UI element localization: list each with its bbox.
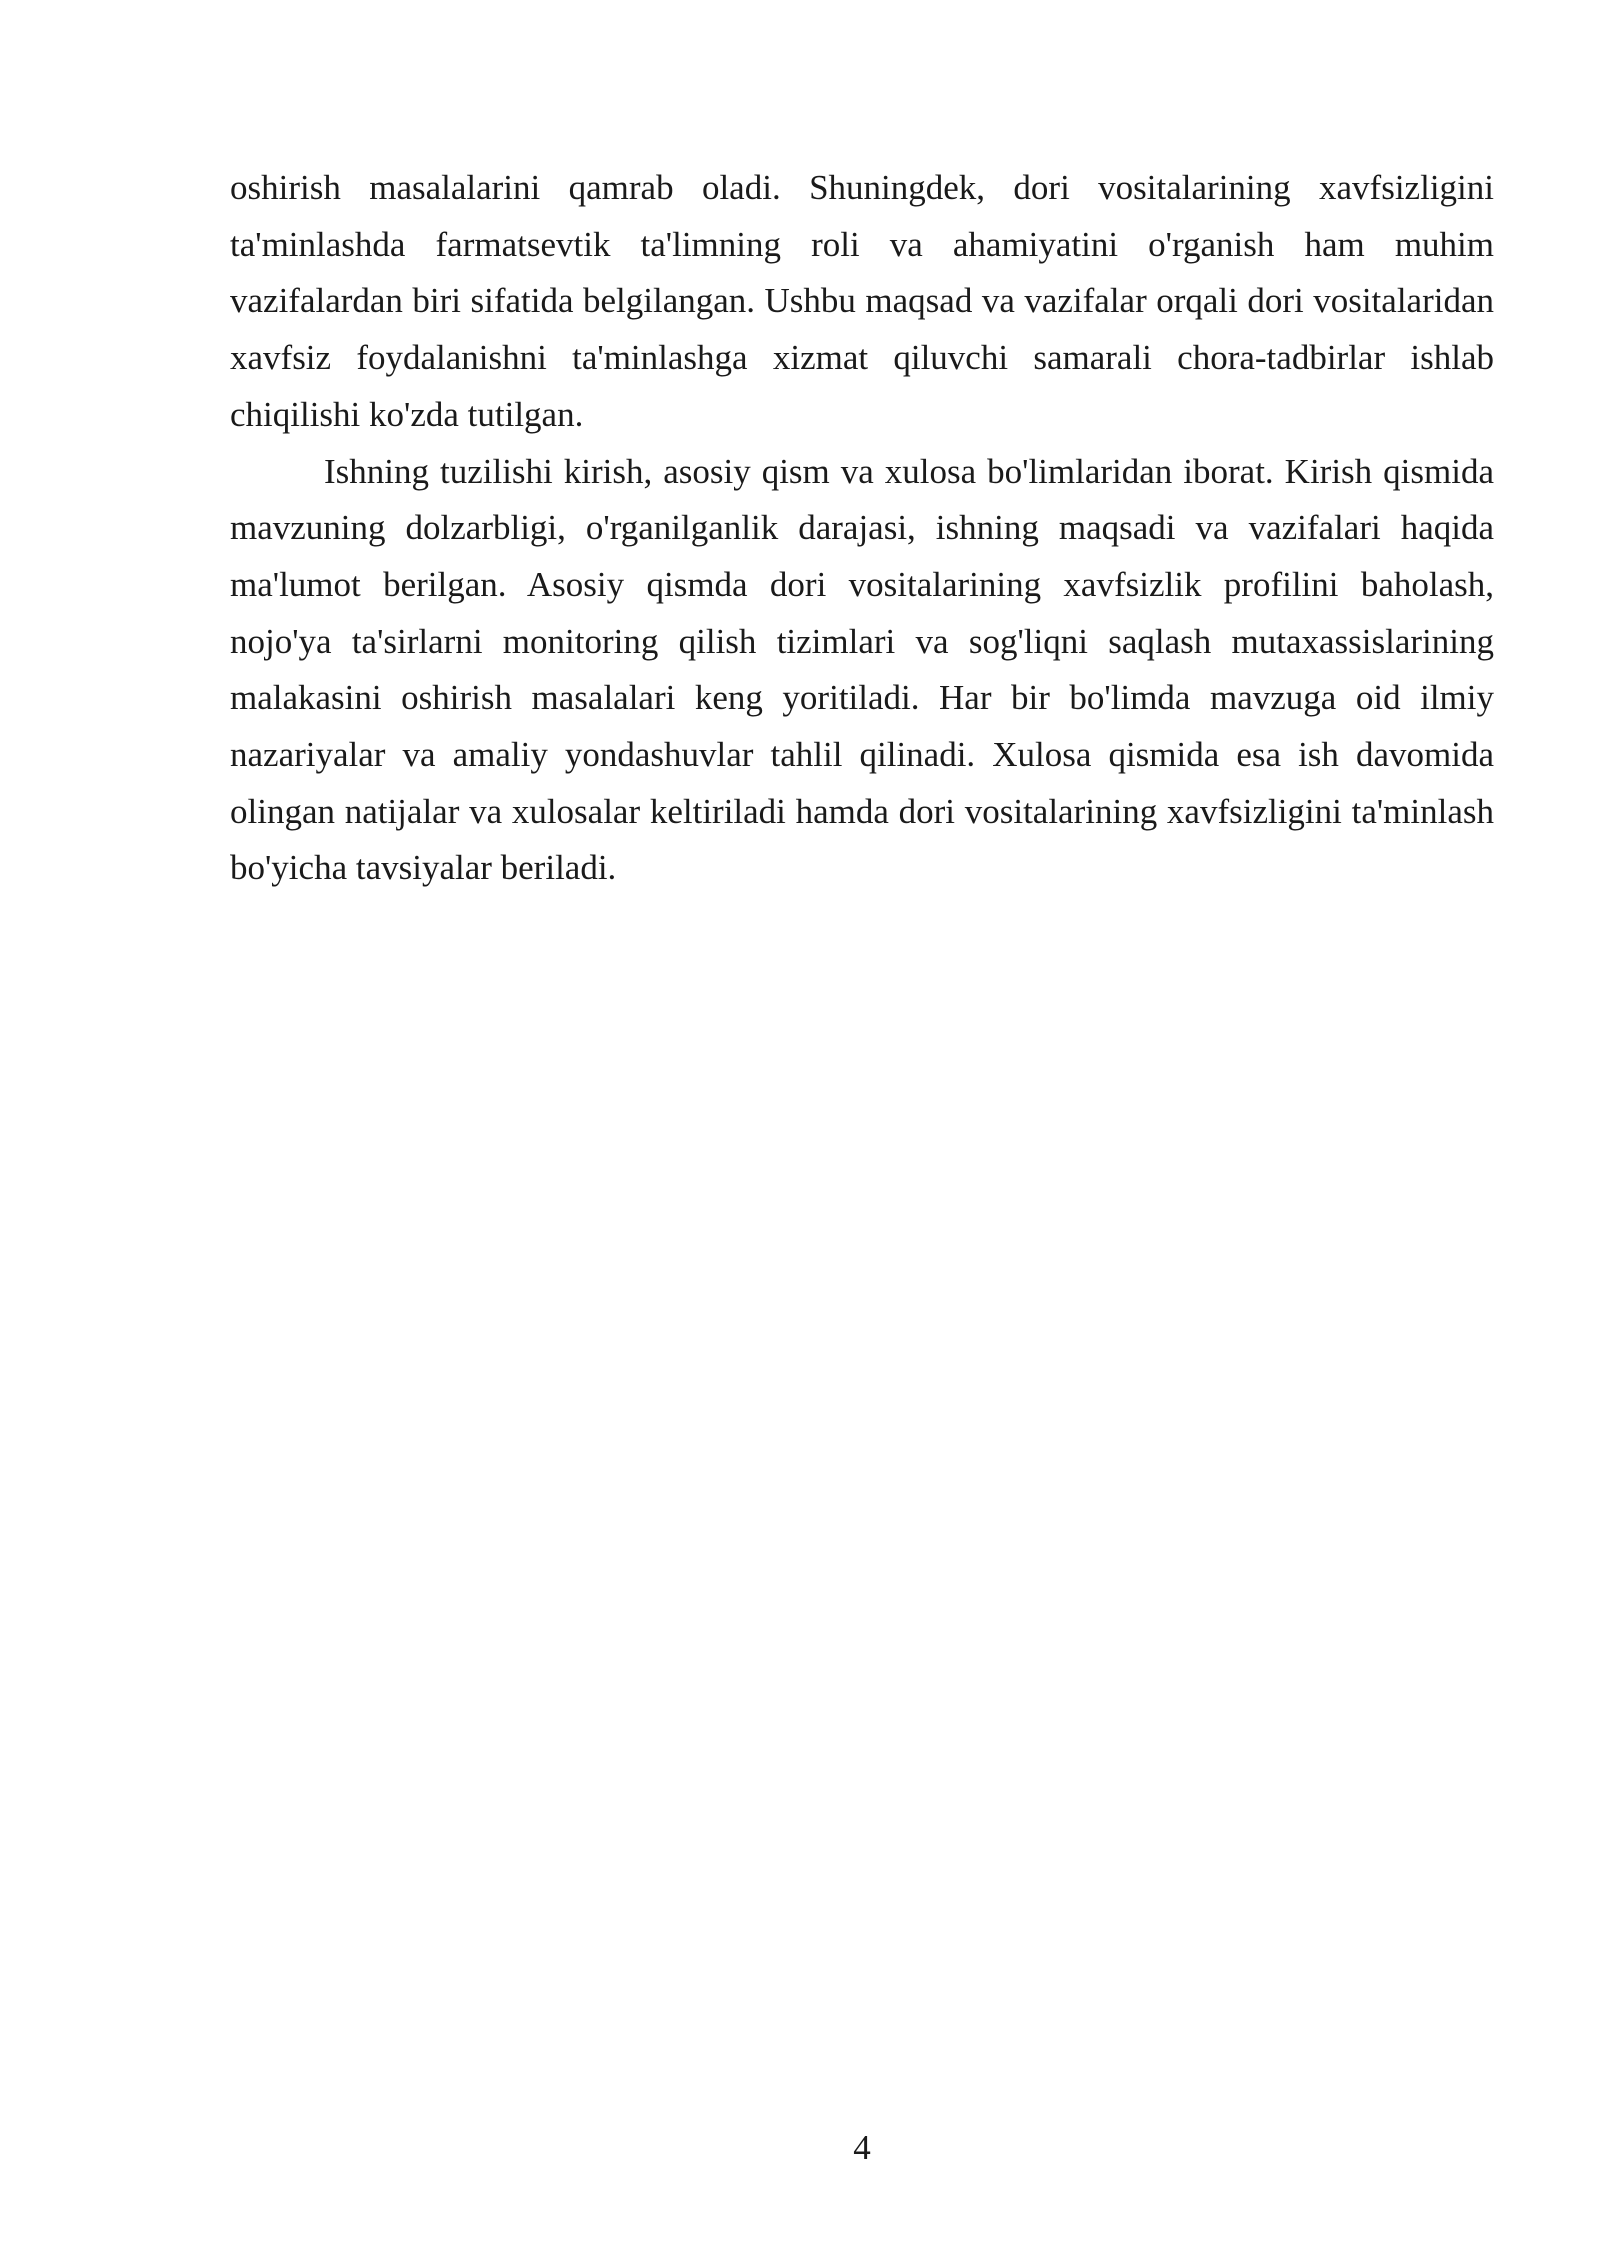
page-number: 4 xyxy=(853,2128,871,2167)
paragraph-structure: Ishning tuzilishi kirish, asosiy qism va xulosa bo'limlaridan iborat. Kirish qismida mavzuning dolzarbligi, o'rganilganlik darajasi, ishning maqsadi va vazifalari haqida ma'lumot berilgan. Asosiy qismda dori vositalarining xavfsizlik profilini baholash, nojo'ya ta'sirlarni monitoring qilish tizimlari va sog'liqni saqlash mutaxassislarining malakasini oshirish masalalari keng yoritiladi. Har bir bo'limda mavzuga oid ilmiy nazariyalar va amaliy yondashuvlar tahlil qilinadi. Xulosa qismida esa ish davomida olingan natijalar va xulosalar keltiriladi hamda dori vositalarining xavfsizligini ta'minlash bo'yicha tavsiyalar beriladi. xyxy=(230,451,1494,888)
body-text xyxy=(230,160,1494,897)
paragraph-continuation: oshirish masalalarini qamrab oladi. Shuningdek, dori vositalarining xavfsizligini ta'minlashda farmatsevtik ta'limning roli va ahamiyatini o'rganish ham muhim vazifalardan biri sifatida belgilangan. Ushbu maqsad va vazifalar orqali dori vositalaridan xavfsiz foydalanishni ta'minlashga xizmat qiluvchi samarali chora-tadbirlar ishlab chiqilishi ko'zda tutilgan. xyxy=(230,168,1494,434)
